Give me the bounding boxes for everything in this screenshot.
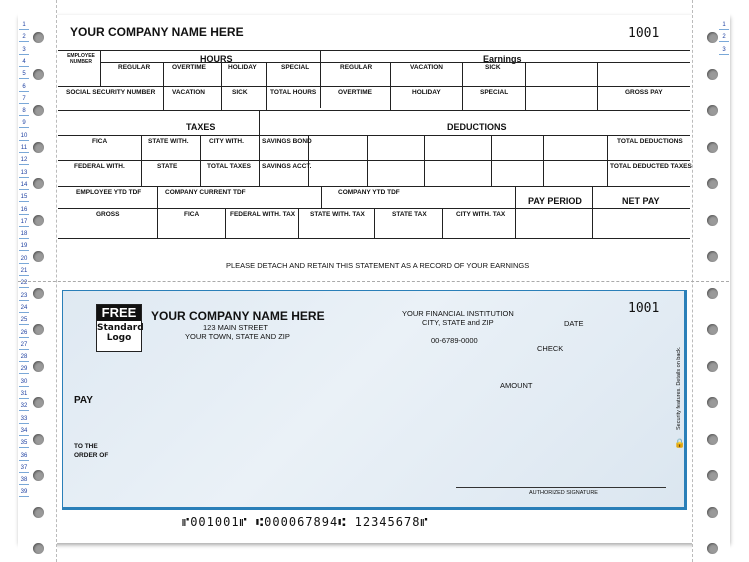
to-the-label: TO THE	[74, 443, 98, 450]
margin-line-number: 31	[20, 391, 28, 397]
check-label: CHECK	[537, 344, 564, 353]
rule	[321, 186, 322, 208]
margin-line-number: 7	[19, 96, 29, 102]
hours-overtime-label: OVERTIME	[172, 64, 206, 71]
margin-line-number: 13	[20, 169, 28, 176]
rule	[298, 208, 299, 238]
tractor-hole	[707, 32, 718, 43]
hours-vacation-label: VACATION	[172, 89, 205, 96]
earnings-title: Earnings	[483, 54, 522, 64]
tractor-hole	[33, 397, 44, 408]
margin-line-number: 35	[20, 440, 28, 447]
state-label: STATE	[157, 163, 178, 170]
federal-with-tax-label: FEDERAL WITH. TAX	[230, 211, 296, 218]
city-with-tax-label: CITY WITH. TAX	[456, 211, 506, 218]
date-label: DATE	[564, 319, 584, 328]
check-body	[62, 290, 687, 510]
hours-holiday-label: HOLIDAY	[228, 64, 257, 71]
margin-line-number: 38	[20, 477, 28, 484]
rule	[225, 208, 226, 238]
rule	[58, 135, 690, 136]
hours-sick-label: SICK	[232, 89, 248, 96]
order-of-label: ORDER OF	[74, 452, 109, 459]
rule	[592, 186, 593, 238]
tractor-hole	[33, 251, 44, 262]
employee-number-label: EMPLOYEE NUMBER	[67, 53, 95, 65]
margin-line-number: 2	[19, 34, 29, 40]
margin-line-number: 1	[719, 22, 729, 28]
margin-line-number: 10	[20, 132, 28, 139]
margin-line-number: 18	[20, 231, 28, 238]
rule	[259, 110, 260, 186]
margin-line-number: 36	[20, 452, 28, 459]
margin-line-number: 4	[19, 59, 29, 65]
margin-line-number: 8	[19, 108, 29, 114]
rule	[320, 62, 690, 63]
margin-line-number: 34	[20, 427, 28, 434]
tractor-hole	[707, 288, 718, 299]
margin-line-number: 15	[20, 194, 28, 201]
margin-line-number: 14	[20, 181, 28, 188]
pay-label: PAY	[74, 395, 93, 406]
taxes-title: TAXES	[186, 122, 216, 132]
tractor-hole	[33, 105, 44, 116]
margin-line-number: 3	[19, 47, 29, 53]
margin-line-number: 26	[20, 329, 28, 336]
earnings-special-label: SPECIAL	[480, 89, 509, 96]
tractor-hole	[707, 507, 718, 518]
rule	[157, 186, 158, 208]
rule	[58, 238, 690, 239]
tractor-hole	[707, 324, 718, 335]
company-logo	[96, 304, 142, 352]
tractor-hole	[33, 178, 44, 189]
tractor-hole	[707, 470, 718, 481]
total-hours-label: TOTAL HOURS	[270, 89, 317, 96]
tractor-hole	[33, 215, 44, 226]
tractor-hole	[707, 543, 718, 554]
rule	[58, 110, 690, 111]
margin-line-number: 24	[20, 304, 28, 311]
bank-name: YOUR FINANCIAL INSTITUTION	[402, 309, 514, 318]
logo-logo-text: Logo	[106, 333, 132, 343]
rule	[320, 50, 321, 108]
tractor-hole	[707, 434, 718, 445]
total-deductions-label: TOTAL DEDUCTIONS	[617, 138, 683, 145]
margin-line-number: 30	[20, 378, 28, 385]
margin-line-number: 6	[19, 84, 29, 90]
margin-line-number: 22	[20, 280, 28, 287]
margin-line-number: 23	[20, 292, 28, 299]
tractor-hole	[33, 288, 44, 299]
routing-fraction: 00-6789-0000	[431, 336, 478, 345]
margin-line-number: 33	[20, 415, 28, 422]
amount-label: AMOUNT	[500, 381, 533, 390]
earnings-sick-label: SICK	[485, 64, 501, 71]
gross-label: GROSS	[96, 211, 120, 218]
hours-regular-label: REGULAR	[118, 64, 151, 71]
earnings-holiday-label: HOLIDAY	[412, 89, 441, 96]
margin-line-number: 11	[20, 145, 28, 151]
ssn-label: SOCIAL SECURITY NUMBER	[66, 89, 156, 96]
margin-line-number: 17	[20, 218, 28, 225]
margin-line-number: 3	[719, 47, 729, 53]
rule	[100, 62, 320, 63]
tractor-hole	[707, 105, 718, 116]
city-with-label: CITY WITH.	[209, 138, 244, 145]
margin-line-number: 16	[20, 206, 28, 213]
logo-free-text: FREE	[97, 305, 141, 321]
check-address2: YOUR TOWN, STATE AND ZIP	[185, 332, 290, 341]
margin-line-number: 39	[20, 489, 28, 496]
rule	[58, 186, 690, 187]
security-features-text: Security features. Details on back.	[676, 346, 682, 430]
tractor-hole	[33, 142, 44, 153]
tractor-hole	[707, 361, 718, 372]
margin-line-number: 25	[20, 317, 28, 324]
tractor-hole	[707, 69, 718, 80]
logo-standard-text: Standard	[97, 323, 144, 333]
company-current-tdf-label: COMPANY CURRENT TDF	[165, 189, 246, 196]
check-number: 1001	[628, 301, 660, 316]
bottom-fica-label: FICA	[184, 211, 200, 218]
rule	[58, 50, 690, 51]
rule	[58, 86, 690, 87]
tractor-hole	[33, 361, 44, 372]
margin-line-number: 37	[20, 464, 28, 471]
margin-line-number: 32	[20, 403, 28, 410]
check-company-name: YOUR COMPANY NAME HERE	[151, 309, 325, 323]
total-deducted-taxes-label: TOTAL DEDUCTED TAXES	[610, 163, 692, 170]
stub-company-name: YOUR COMPANY NAME HERE	[70, 25, 244, 39]
gross-pay-label: GROSS PAY	[625, 89, 663, 96]
signature-label: AUTHORIZED SIGNATURE	[529, 490, 598, 496]
earnings-vacation-label: VACATION	[410, 64, 443, 71]
federal-with-label: FEDERAL WITH.	[74, 163, 125, 170]
tractor-hole	[33, 324, 44, 335]
hours-title: HOURS	[200, 54, 233, 64]
earnings-regular-label: REGULAR	[340, 64, 373, 71]
margin-line-number: 12	[20, 157, 28, 164]
tractor-hole	[707, 251, 718, 262]
employee-ytd-tdf-label: EMPLOYEE YTD TDF	[76, 189, 142, 196]
rule	[442, 208, 443, 238]
bank-city: CITY, STATE and ZIP	[422, 318, 494, 327]
micr-line: ⑈001001⑈ ⑆000067894⑆ 12345678⑈	[182, 515, 429, 529]
savings-bond-label: SAVINGS BOND	[262, 138, 312, 145]
tractor-hole	[33, 543, 44, 554]
company-ytd-tdf-label: COMPANY YTD TDF	[338, 189, 400, 196]
margin-line-number: 2	[719, 34, 729, 40]
rule	[58, 160, 690, 161]
margin-line-number: 20	[20, 255, 28, 262]
margin-line-number: 1	[19, 22, 29, 28]
rule	[100, 50, 101, 86]
tractor-hole	[33, 32, 44, 43]
savings-acct-label: SAVINGS ACCT.	[262, 163, 312, 170]
rule	[374, 208, 375, 238]
margin-line-number: 19	[20, 243, 28, 250]
tractor-hole	[707, 215, 718, 226]
tractor-hole	[707, 178, 718, 189]
earnings-overtime-label: OVERTIME	[338, 89, 372, 96]
tractor-hole	[33, 69, 44, 80]
rule	[515, 186, 516, 238]
margin-line-number: 9	[19, 120, 29, 126]
net-pay-label: NET PAY	[622, 196, 660, 206]
tractor-hole	[33, 434, 44, 445]
total-taxes-label: TOTAL TAXES	[207, 163, 251, 170]
state-with-tax-label: STATE WITH. TAX	[310, 211, 365, 218]
lock-icon: 🔒	[674, 438, 686, 448]
margin-line-number: 27	[20, 341, 28, 348]
perforation-line	[18, 281, 729, 282]
margin-line-number: 28	[20, 354, 28, 361]
state-with-label: STATE WITH.	[148, 138, 189, 145]
margin-line-number: 29	[20, 366, 28, 373]
detach-note: PLEASE DETACH AND RETAIN THIS STATEMENT AS A RECORD OF YOUR EARNINGS	[226, 261, 530, 270]
tractor-hole	[33, 470, 44, 481]
pay-period-label: PAY PERIOD	[528, 196, 582, 206]
signature-line	[456, 487, 666, 488]
tractor-hole	[707, 397, 718, 408]
tractor-hole	[707, 142, 718, 153]
rule	[157, 208, 158, 238]
margin-line-number: 5	[19, 71, 29, 77]
deductions-title: DEDUCTIONS	[447, 122, 507, 132]
hours-special-label: SPECIAL	[281, 64, 310, 71]
stub-check-number: 1001	[628, 26, 660, 41]
fica-label: FICA	[92, 138, 108, 145]
check-address1: 123 MAIN STREET	[203, 323, 269, 332]
margin-line-number: 21	[20, 268, 28, 274]
tractor-hole	[33, 507, 44, 518]
state-tax-label: STATE TAX	[392, 211, 427, 218]
